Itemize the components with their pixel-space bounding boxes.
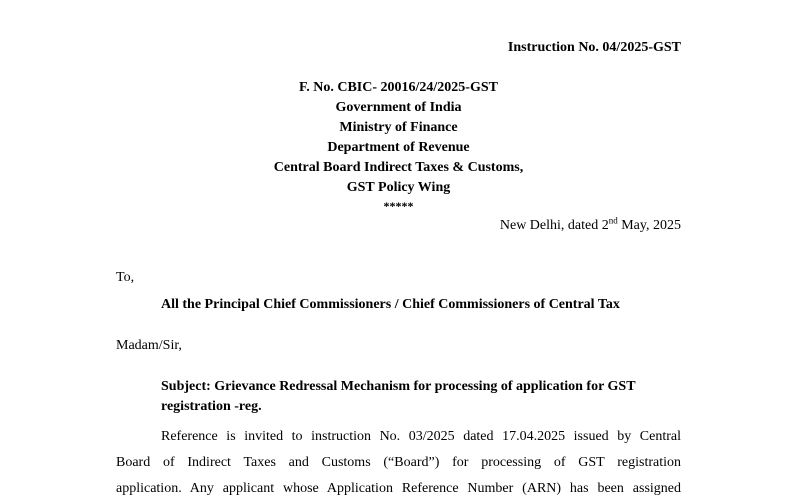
date-prefix: New Delhi, dated 2 — [499, 218, 609, 233]
header-wing: GST Policy Wing — [346, 180, 451, 195]
file-number: F. No. CBIC- 20016/24/2025-GST — [298, 80, 498, 95]
header-government: Government of India — [335, 100, 462, 115]
date-rest: May, 2025 — [617, 218, 681, 233]
subject-line-2: registration -reg. — [161, 399, 262, 414]
addressee: All the Principal Chief Commissioners / Chief Commissioners of Central Tax — [161, 297, 620, 312]
to-label: To, — [116, 270, 135, 285]
date-suffix: nd — [608, 215, 618, 226]
body-line-3: application. Any applicant whose Application Reference Number (ARN) has been assigned — [116, 481, 681, 496]
header-separator: ***** — [383, 199, 414, 213]
body-line-2: Board of Indirect Taxes and Customs (“Board”) for processing of GST registration — [116, 455, 681, 470]
header-department: Department of Revenue — [327, 140, 470, 155]
dateline — [499, 215, 681, 233]
body-line-1: Reference is invited to instruction No. 03/2025 dated 17.04.2025 issued by Central — [161, 429, 681, 444]
header-board: Central Board Indirect Taxes & Customs, — [273, 160, 524, 175]
header-ministry: Ministry of Finance — [339, 120, 458, 135]
salutation: Madam/Sir, — [116, 338, 182, 353]
instruction-number: Instruction No. 04/2025-GST — [507, 40, 681, 55]
subject-line-1: Subject: Grievance Redressal Mechanism for processing of application for GST — [161, 379, 636, 394]
